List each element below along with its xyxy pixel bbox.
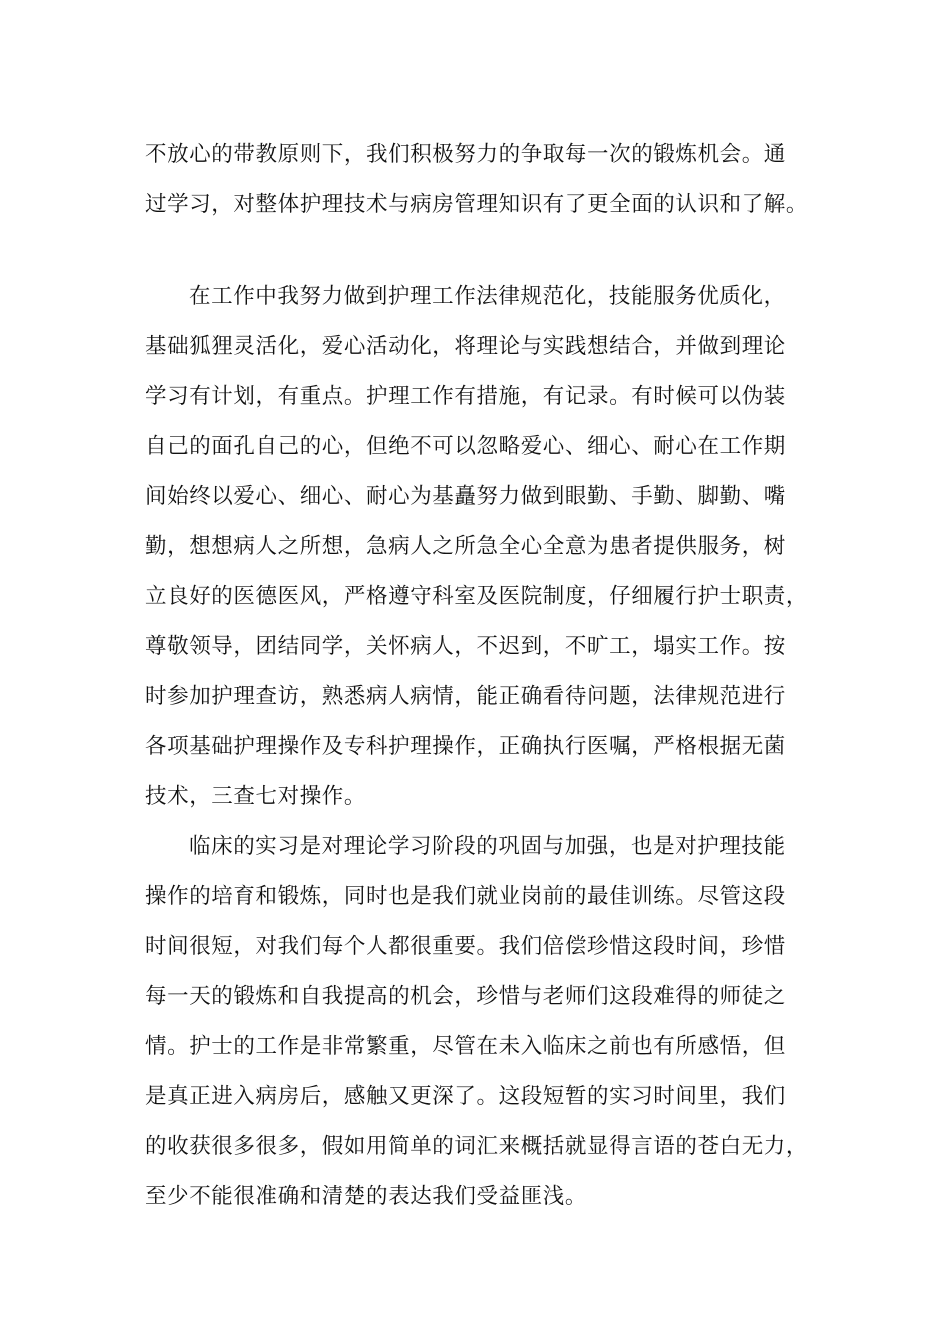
paragraph-line: 至少不能很准确和清楚的表达我们受益匪浅。 (145, 1184, 588, 1209)
paragraph-line: 自己的面孔自己的心，但绝不可以忽略爱心、细心、耐心在工作期 (145, 434, 786, 459)
paragraph-line: 各项基础护理操作及专科护理操作，正确执行医嘱，严格根据无菌 (145, 734, 786, 759)
paragraph-line: 时参加护理查访，熟悉病人病情，能正确看待问题，法律规范进行 (145, 684, 786, 709)
paragraph-line: 技术，三查七对操作。 (145, 784, 367, 809)
paragraph-line: 的收获很多很多，假如用简单的词汇来概括就显得言语的苍白无力， (145, 1134, 809, 1159)
paragraph-line: 过学习，对整体护理技术与病房管理知识有了更全面的认识和了解。 (145, 192, 809, 217)
paragraph-line: 基础狐狸灵活化，爱心活动化，将理论与实践想结合，并做到理论 (145, 334, 786, 359)
paragraph-line: 尊敬领导，团结同学，关怀病人，不迟到，不旷工，塌实工作。按 (145, 634, 786, 659)
paragraph-line: 临床的实习是对理论学习阶段的巩固与加强，也是对护理技能 (189, 834, 786, 859)
paragraph-line: 勤，想想病人之所想，急病人之所急全心全意为患者提供服务，树 (145, 534, 786, 559)
paragraph-group (145, 272, 825, 1222)
paragraph-line: 立良好的医德医风，严格遵守科室及医院制度，仔细履行护士职责， (145, 584, 809, 609)
paragraph-line: 情。护士的工作是非常繁重，尽管在未入临床之前也有所感悟，但 (145, 1034, 786, 1059)
paragraph-line: 不放心的带教原则下，我们积极努力的争取每一次的锻炼机会。通 (145, 142, 786, 167)
paragraph-line: 操作的培育和锻炼，同时也是我们就业岗前的最佳训练。尽管这段 (145, 884, 786, 909)
paragraph-continuation (145, 130, 825, 230)
paragraph-line: 时间很短，对我们每个人都很重要。我们倍偿珍惜这段时间，珍惜 (145, 934, 786, 959)
paragraph-line: 是真正进入病房后，感触又更深了。这段短暂的实习时间里，我们 (145, 1084, 786, 1109)
paragraph-line: 学习有计划，有重点。护理工作有措施，有记录。有时候可以伪装 (145, 384, 786, 409)
paragraph-line: 间始终以爱心、细心、耐心为基矗努力做到眼勤、手勤、脚勤、嘴 (145, 484, 786, 509)
paragraph-line: 每一天的锻炼和自我提高的机会，珍惜与老师们这段难得的师徒之 (145, 984, 786, 1009)
paragraph-line: 在工作中我努力做到护理工作法律规范化，技能服务优质化， (189, 284, 786, 309)
